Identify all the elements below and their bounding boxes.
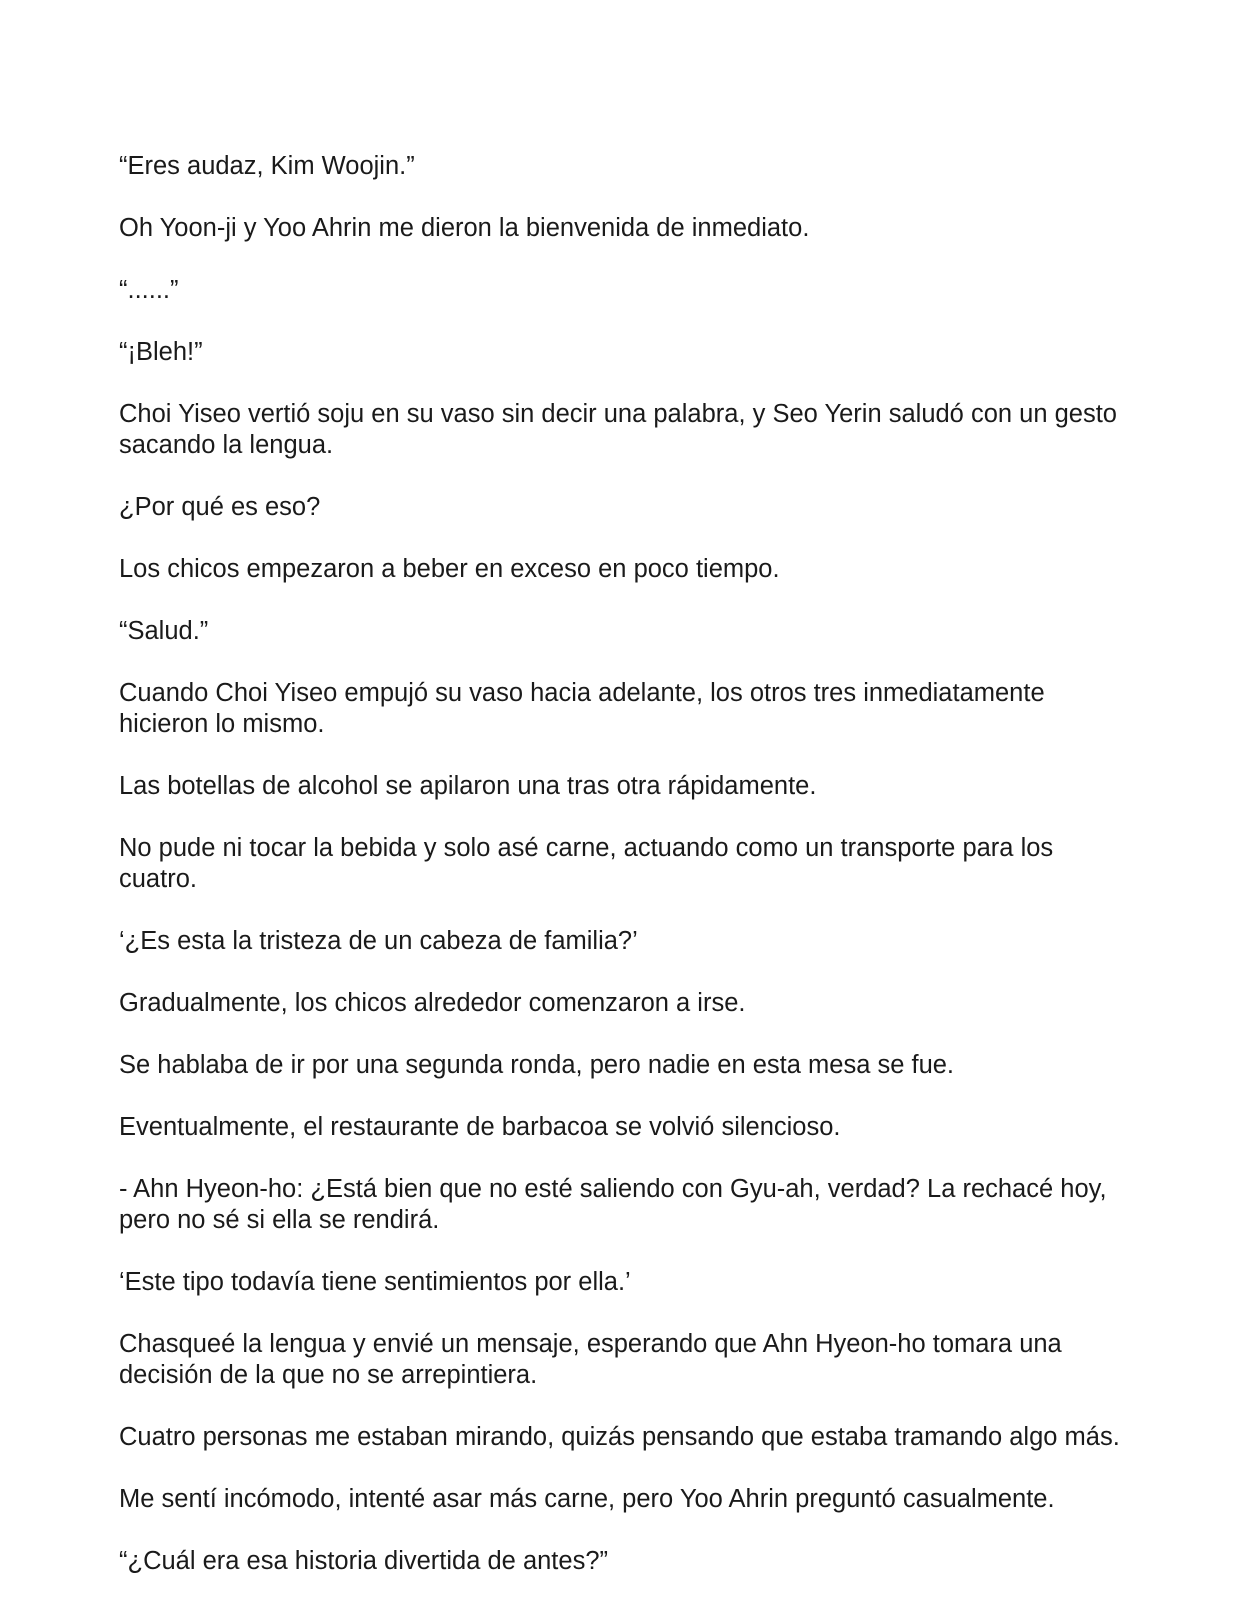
paragraph: Gradualmente, los chicos alrededor comenzaron a irse. xyxy=(119,989,746,1017)
paragraph: “¡Bleh!” xyxy=(119,338,203,366)
paragraph: Cuando Choi Yiseo empujó su vaso hacia adelante, los otros tres inmediatamente hicieron lo mismo. xyxy=(119,679,1045,738)
paragraph: Chasqueé la lengua y envié un mensaje, esperando que Ahn Hyeon-ho tomara una decisión de la que no se arrepintiera. xyxy=(119,1330,1062,1389)
paragraph: “Eres audaz, Kim Woojin.” xyxy=(119,152,415,180)
paragraph: Se hablaba de ir por una segunda ronda, pero nadie en esta mesa se fue. xyxy=(119,1051,955,1079)
paragraph: Los chicos empezaron a beber en exceso en poco tiempo. xyxy=(119,555,780,583)
paragraph: No pude ni tocar la bebida y solo asé carne, actuando como un transporte para los cuatro. xyxy=(119,834,1054,893)
paragraph: Oh Yoon-ji y Yoo Ahrin me dieron la bienvenida de inmediato. xyxy=(119,214,810,242)
paragraph: - Ahn Hyeon-ho: ¿Está bien que no esté saliendo con Gyu-ah, verdad? La rechacé hoy, pero no sé si ella se rendirá. xyxy=(119,1175,1107,1234)
paragraph: “¿Cuál era esa historia divertida de antes?” xyxy=(119,1547,608,1575)
paragraph: “Salud.” xyxy=(119,617,209,645)
paragraph: ‘Este tipo todavía tiene sentimientos por ella.’ xyxy=(119,1268,631,1296)
paragraph: ¿Por qué es eso? xyxy=(119,493,321,521)
paragraph: Cuatro personas me estaban mirando, quizás pensando que estaba tramando algo más. xyxy=(119,1423,1120,1451)
document-body xyxy=(119,151,1129,1608)
paragraph: ‘¿Es esta la tristeza de un cabeza de familia?’ xyxy=(119,927,638,955)
paragraph: Me sentí incómodo, intenté asar más carne, pero Yoo Ahrin preguntó casualmente. xyxy=(119,1485,1055,1513)
paragraph: Eventualmente, el restaurante de barbacoa se volvió silencioso. xyxy=(119,1113,841,1141)
paragraph: Choi Yiseo vertió soju en su vaso sin decir una palabra, y Seo Yerin saludó con un gesto sacando la lengua. xyxy=(119,400,1117,459)
paragraph: “......” xyxy=(119,276,179,304)
paragraph: Las botellas de alcohol se apilaron una tras otra rápidamente. xyxy=(119,772,817,800)
